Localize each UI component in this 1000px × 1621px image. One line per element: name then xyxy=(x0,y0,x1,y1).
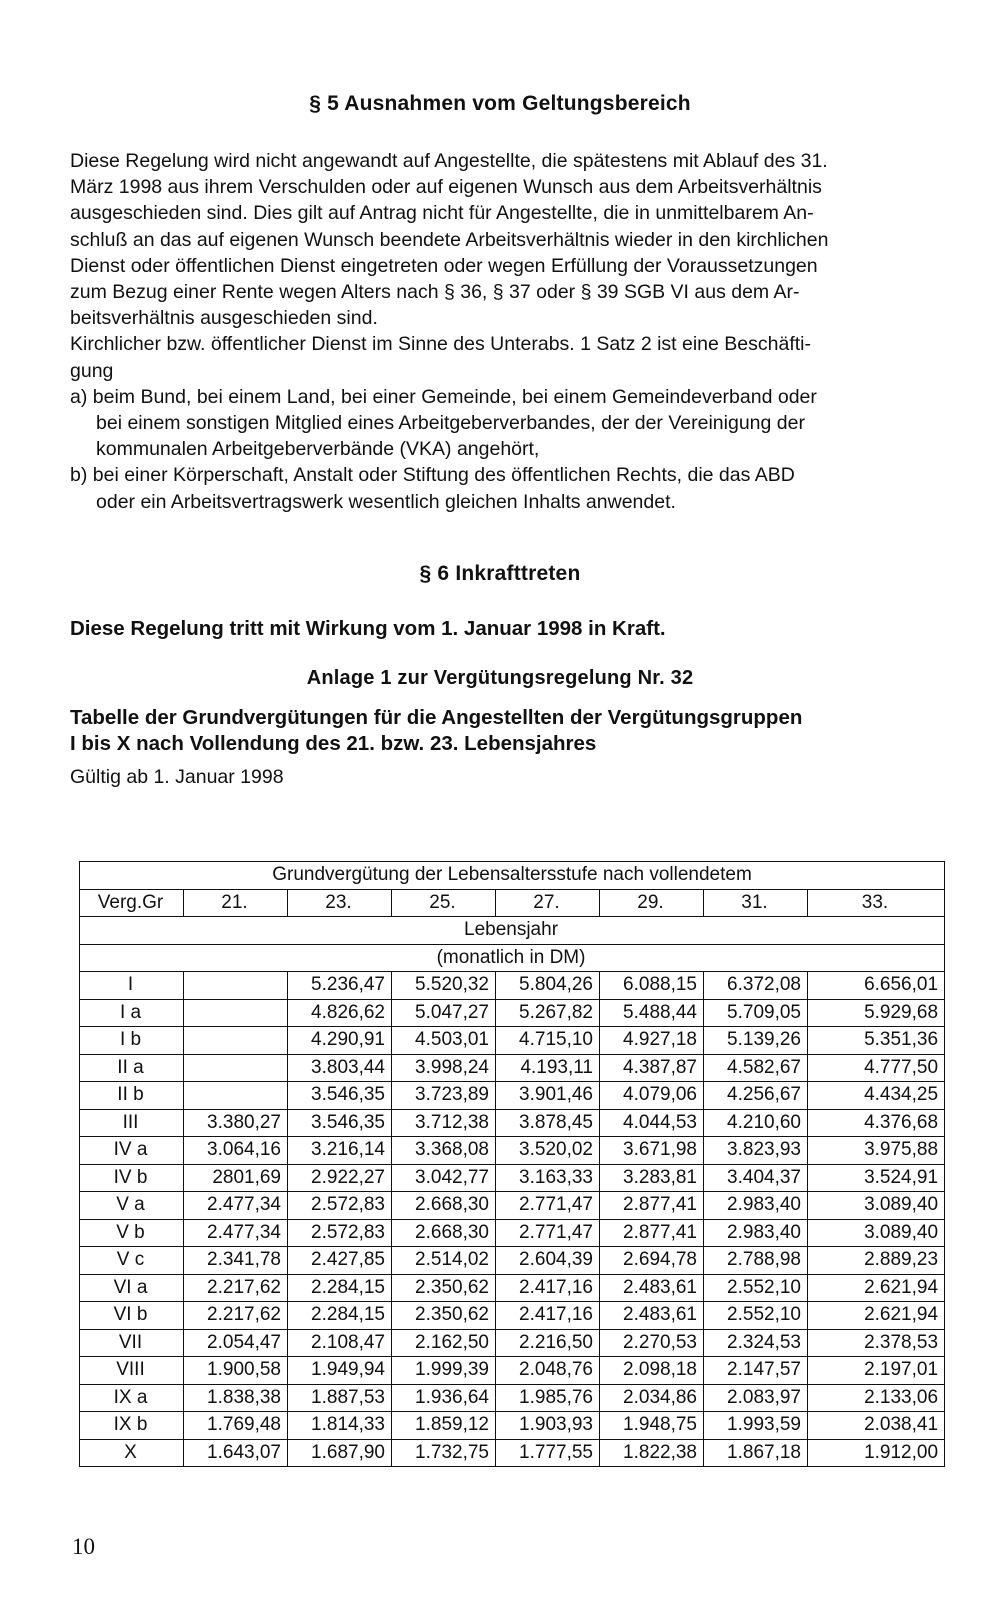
salary-cell: 2.083,97 xyxy=(704,1384,808,1412)
salary-cell: 1.949,94 xyxy=(288,1357,392,1385)
salary-cell: 2.572,83 xyxy=(288,1192,392,1220)
age-header: 33. xyxy=(808,889,945,917)
list-item-a: a) beim Bund, bei einem Land, bei einer Gemeinde, bei einem Gemeindeverband oder xyxy=(70,385,817,408)
salary-cell: 2.621,94 xyxy=(808,1302,945,1330)
salary-cell: 2.217,62 xyxy=(184,1274,288,1302)
salary-cell: 3.723,89 xyxy=(392,1082,496,1110)
salary-cell: 4.210,60 xyxy=(704,1109,808,1137)
salary-cell: 3.712,38 xyxy=(392,1109,496,1137)
salary-cell: 4.927,18 xyxy=(600,1027,704,1055)
age-header: 29. xyxy=(600,889,704,917)
salary-cell: 1.912,00 xyxy=(808,1439,945,1467)
table-header-top: Grundvergütung der Lebensaltersstufe nach vollendetem xyxy=(80,862,945,890)
salary-cell: 1.993,59 xyxy=(704,1412,808,1440)
salary-cell: 2.983,40 xyxy=(704,1219,808,1247)
salary-cell: 2.483,61 xyxy=(600,1302,704,1330)
col-label-verg-gr: Verg.Gr xyxy=(80,889,184,917)
salary-cell: 4.079,06 xyxy=(600,1082,704,1110)
salary-cell: 2.477,34 xyxy=(184,1219,288,1247)
salary-cell: 2.341,78 xyxy=(184,1247,288,1275)
list-item-b: b) bei einer Körperschaft, Anstalt oder Stiftung des öffentlichen Rechts, die das ABD xyxy=(70,464,795,487)
salary-cell: 4.256,67 xyxy=(704,1082,808,1110)
salary-cell: 5.709,05 xyxy=(704,999,808,1027)
salary-cell: 3.368,08 xyxy=(392,1137,496,1165)
age-header: 23. xyxy=(288,889,392,917)
salary-cell: 2.162,50 xyxy=(392,1329,496,1357)
salary-cell: 1.948,75 xyxy=(600,1412,704,1440)
salary-cell: 2.217,62 xyxy=(184,1302,288,1330)
table-row xyxy=(80,1412,945,1440)
salary-cell: 2.771,47 xyxy=(496,1219,600,1247)
group-cell: I a xyxy=(80,999,184,1027)
salary-cell: 5.047,27 xyxy=(392,999,496,1027)
table-row xyxy=(80,1137,945,1165)
salary-cell: 2.572,83 xyxy=(288,1219,392,1247)
salary-cell: 1.814,33 xyxy=(288,1412,392,1440)
salary-cell: 2.668,30 xyxy=(392,1219,496,1247)
salary-cell: 4.777,50 xyxy=(808,1054,945,1082)
salary-cell: 2801,69 xyxy=(184,1164,288,1192)
salary-cell: 1.936,64 xyxy=(392,1384,496,1412)
salary-cell: 4.826,62 xyxy=(288,999,392,1027)
salary-cell: 2.483,61 xyxy=(600,1274,704,1302)
salary-cell: 2.889,23 xyxy=(808,1247,945,1275)
table-row xyxy=(80,1357,945,1385)
section-5-line: Kirchlicher bzw. öffentlicher Dienst im Sinne des Unterabs. 1 Satz 2 ist eine Beschäfti- xyxy=(70,333,811,356)
salary-cell xyxy=(184,1082,288,1110)
section-5-line: März 1998 aus ihrem Verschulden oder auf eigenen Wunsch aus dem Arbeitsverhältnis xyxy=(70,176,822,199)
salary-table-body xyxy=(80,862,945,1467)
section-5-line: ausgeschieden sind. Dies gilt auf Antrag nicht für Angestellte, die in unmittelbarem An- xyxy=(70,202,814,225)
salary-cell: 3.163,33 xyxy=(496,1164,600,1192)
group-cell: IX b xyxy=(80,1412,184,1440)
table-row xyxy=(80,1192,945,1220)
group-cell: VI a xyxy=(80,1274,184,1302)
group-cell: IX a xyxy=(80,1384,184,1412)
salary-cell: 4.193,11 xyxy=(496,1054,600,1082)
salary-cell: 1.777,55 xyxy=(496,1439,600,1467)
salary-cell: 2.378,53 xyxy=(808,1329,945,1357)
salary-cell: 2.668,30 xyxy=(392,1192,496,1220)
salary-cell xyxy=(184,1054,288,1082)
salary-cell: 3.380,27 xyxy=(184,1109,288,1137)
table-header-row xyxy=(80,862,945,890)
salary-cell: 4.503,01 xyxy=(392,1027,496,1055)
list-item-a-cont: kommunalen Arbeitgeberverbände (VKA) angehört, xyxy=(96,438,540,461)
salary-cell: 5.139,26 xyxy=(704,1027,808,1055)
valid-from: Gültig ab 1. Januar 1998 xyxy=(70,766,284,788)
table-row xyxy=(80,1219,945,1247)
salary-cell: 2.197,01 xyxy=(808,1357,945,1385)
salary-cell: 2.034,86 xyxy=(600,1384,704,1412)
salary-cell: 2.147,57 xyxy=(704,1357,808,1385)
group-cell: I b xyxy=(80,1027,184,1055)
salary-cell: 2.048,76 xyxy=(496,1357,600,1385)
salary-cell: 3.546,35 xyxy=(288,1082,392,1110)
salary-cell: 2.270,53 xyxy=(600,1329,704,1357)
salary-cell: 2.417,16 xyxy=(496,1274,600,1302)
salary-cell: 1.903,93 xyxy=(496,1412,600,1440)
salary-cell: 2.771,47 xyxy=(496,1192,600,1220)
salary-cell: 2.788,98 xyxy=(704,1247,808,1275)
group-cell: X xyxy=(80,1439,184,1467)
list-item-b-cont: oder ein Arbeitsvertragswerk wesentlich gleichen Inhalts anwendet. xyxy=(96,490,676,513)
salary-cell: 4.434,25 xyxy=(808,1082,945,1110)
salary-cell: 4.715,10 xyxy=(496,1027,600,1055)
salary-cell: 2.216,50 xyxy=(496,1329,600,1357)
salary-cell: 2.284,15 xyxy=(288,1274,392,1302)
salary-cell: 1.769,48 xyxy=(184,1412,288,1440)
salary-cell: 6.656,01 xyxy=(808,972,945,1000)
table-row xyxy=(80,1274,945,1302)
salary-cell: 3.216,14 xyxy=(288,1137,392,1165)
group-cell: IV a xyxy=(80,1137,184,1165)
section-5-body xyxy=(70,148,950,515)
salary-cell: 1.643,07 xyxy=(184,1439,288,1467)
table-row xyxy=(80,1329,945,1357)
salary-cell: 3.042,77 xyxy=(392,1164,496,1192)
section-5-line: Dienst oder öffentlichen Dienst eingetreten oder wegen Erfüllung der Voraussetzungen xyxy=(70,254,818,277)
group-cell: VI b xyxy=(80,1302,184,1330)
salary-cell: 4.290,91 xyxy=(288,1027,392,1055)
section-5-line: zum Bezug einer Rente wegen Alters nach § 36, § 37 oder § 39 SGB VI aus dem Ar- xyxy=(70,281,800,304)
salary-cell: 6.088,15 xyxy=(600,972,704,1000)
salary-cell: 5.236,47 xyxy=(288,972,392,1000)
table-row xyxy=(80,1247,945,1275)
group-cell: II b xyxy=(80,1082,184,1110)
salary-cell: 4.044,53 xyxy=(600,1109,704,1137)
section-5-line: schluß an das auf eigenen Wunsch beendete Arbeitsverhältnis wieder in den kirchlichen xyxy=(70,228,829,251)
salary-cell: 2.133,06 xyxy=(808,1384,945,1412)
salary-cell: 2.108,47 xyxy=(288,1329,392,1357)
salary-cell: 3.064,16 xyxy=(184,1137,288,1165)
salary-cell: 2.098,18 xyxy=(600,1357,704,1385)
age-header: 21. xyxy=(184,889,288,917)
salary-cell: 2.350,62 xyxy=(392,1302,496,1330)
group-cell: V a xyxy=(80,1192,184,1220)
salary-cell: 2.038,41 xyxy=(808,1412,945,1440)
salary-cell: 2.477,34 xyxy=(184,1192,288,1220)
age-header: 31. xyxy=(704,889,808,917)
table-row xyxy=(80,1082,945,1110)
salary-cell: 3.283,81 xyxy=(600,1164,704,1192)
salary-cell: 1.859,12 xyxy=(392,1412,496,1440)
salary-cell: 2.427,85 xyxy=(288,1247,392,1275)
table-header-ages-row xyxy=(80,889,945,917)
salary-cell: 2.552,10 xyxy=(704,1302,808,1330)
salary-cell: 5.488,44 xyxy=(600,999,704,1027)
anlage-title: Anlage 1 zur Vergütungsregelung Nr. 32 xyxy=(306,667,694,689)
salary-cell xyxy=(184,1027,288,1055)
salary-cell: 2.552,10 xyxy=(704,1274,808,1302)
salary-cell: 2.877,41 xyxy=(600,1192,704,1220)
group-cell: V b xyxy=(80,1219,184,1247)
group-cell: V c xyxy=(80,1247,184,1275)
salary-cell: 1.732,75 xyxy=(392,1439,496,1467)
salary-cell: 2.877,41 xyxy=(600,1219,704,1247)
salary-cell: 2.417,16 xyxy=(496,1302,600,1330)
anlage-subtitle-line: Tabelle der Grundvergütungen für die Angestellten der Vergütungsgruppen xyxy=(70,706,803,729)
group-cell: VIII xyxy=(80,1357,184,1385)
salary-cell: 1.822,38 xyxy=(600,1439,704,1467)
salary-cell: 3.546,35 xyxy=(288,1109,392,1137)
salary-table xyxy=(79,861,945,1467)
section-6-title: § 6 Inkrafttreten xyxy=(419,562,581,585)
group-cell: IV b xyxy=(80,1164,184,1192)
anlage-subtitle-line: I bis X nach Vollendung des 21. bzw. 23. Lebensjahres xyxy=(70,732,597,755)
salary-cell: 2.324,53 xyxy=(704,1329,808,1357)
page-number: 10 xyxy=(72,1534,95,1559)
table-row xyxy=(80,1384,945,1412)
salary-cell xyxy=(184,999,288,1027)
salary-cell: 3.089,40 xyxy=(808,1219,945,1247)
salary-cell: 2.983,40 xyxy=(704,1192,808,1220)
table-unit-row xyxy=(80,917,945,945)
section-6-text: Diese Regelung tritt mit Wirkung vom 1. Januar 1998 in Kraft. xyxy=(70,617,666,640)
salary-cell xyxy=(184,972,288,1000)
salary-cell: 3.998,24 xyxy=(392,1054,496,1082)
group-cell: III xyxy=(80,1109,184,1137)
salary-cell: 3.089,40 xyxy=(808,1192,945,1220)
salary-cell: 4.376,68 xyxy=(808,1109,945,1137)
salary-cell: 5.804,26 xyxy=(496,972,600,1000)
salary-cell: 1.999,39 xyxy=(392,1357,496,1385)
salary-cell: 3.404,37 xyxy=(704,1164,808,1192)
salary-cell: 2.514,02 xyxy=(392,1247,496,1275)
table-row xyxy=(80,1109,945,1137)
salary-cell: 1.687,90 xyxy=(288,1439,392,1467)
salary-cell: 4.582,67 xyxy=(704,1054,808,1082)
table-row xyxy=(80,1054,945,1082)
salary-cell: 3.901,46 xyxy=(496,1082,600,1110)
salary-cell: 4.387,87 xyxy=(600,1054,704,1082)
section-5-line: beitsverhältnis ausgeschieden sind. xyxy=(70,307,378,330)
salary-cell: 2.350,62 xyxy=(392,1274,496,1302)
table-row xyxy=(80,1027,945,1055)
salary-cell: 1.985,76 xyxy=(496,1384,600,1412)
salary-cell: 2.054,47 xyxy=(184,1329,288,1357)
salary-cell: 2.621,94 xyxy=(808,1274,945,1302)
salary-cell: 2.284,15 xyxy=(288,1302,392,1330)
salary-cell: 3.671,98 xyxy=(600,1137,704,1165)
anlage-subtitle xyxy=(70,705,802,757)
table-row xyxy=(80,1439,945,1467)
salary-cell: 6.372,08 xyxy=(704,972,808,1000)
table-row xyxy=(80,999,945,1027)
salary-cell: 3.878,45 xyxy=(496,1109,600,1137)
salary-cell: 3.803,44 xyxy=(288,1054,392,1082)
salary-cell: 5.929,68 xyxy=(808,999,945,1027)
unit-line-1: Lebensjahr xyxy=(80,917,945,945)
salary-cell: 3.823,93 xyxy=(704,1137,808,1165)
section-5-line: gung xyxy=(70,359,114,382)
table-row xyxy=(80,972,945,1000)
table-unit-row xyxy=(80,944,945,972)
salary-cell: 1.838,38 xyxy=(184,1384,288,1412)
salary-cell: 3.524,91 xyxy=(808,1164,945,1192)
salary-cell: 5.520,32 xyxy=(392,972,496,1000)
salary-cell: 5.351,36 xyxy=(808,1027,945,1055)
salary-cell: 1.900,58 xyxy=(184,1357,288,1385)
group-cell: VII xyxy=(80,1329,184,1357)
table-row xyxy=(80,1164,945,1192)
salary-cell: 1.867,18 xyxy=(704,1439,808,1467)
unit-line-2: (monatlich in DM) xyxy=(80,944,945,972)
table-row xyxy=(80,1302,945,1330)
group-cell: I xyxy=(80,972,184,1000)
section-5-title: § 5 Ausnahmen vom Geltungsbereich xyxy=(309,92,691,115)
salary-cell: 2.604,39 xyxy=(496,1247,600,1275)
salary-cell: 2.694,78 xyxy=(600,1247,704,1275)
group-cell: II a xyxy=(80,1054,184,1082)
list-item-a-cont: bei einem sonstigen Mitglied eines Arbeitgeberverbandes, der der Vereinigung der xyxy=(96,412,805,435)
salary-cell: 3.975,88 xyxy=(808,1137,945,1165)
salary-cell: 5.267,82 xyxy=(496,999,600,1027)
age-header: 27. xyxy=(496,889,600,917)
salary-cell: 3.520,02 xyxy=(496,1137,600,1165)
age-header: 25. xyxy=(392,889,496,917)
salary-cell: 2.922,27 xyxy=(288,1164,392,1192)
salary-cell: 1.887,53 xyxy=(288,1384,392,1412)
section-5-line: Diese Regelung wird nicht angewandt auf Angestellte, die spätestens mit Ablauf des 31. xyxy=(70,150,828,172)
